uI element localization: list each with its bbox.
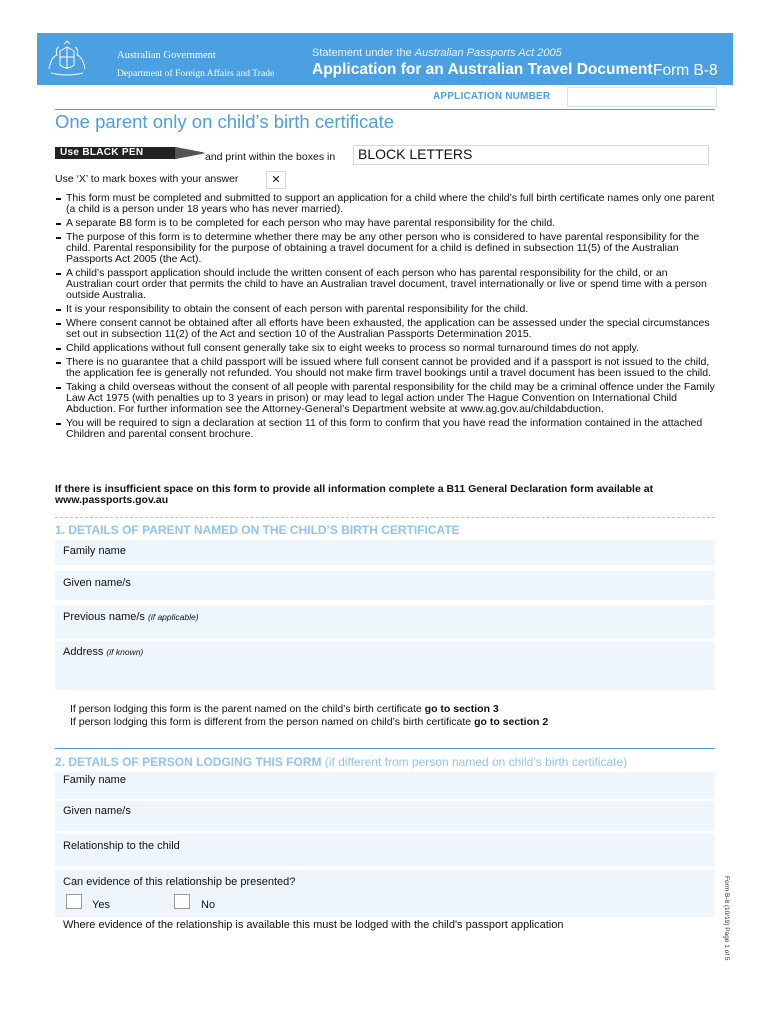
evidence-note: Where evidence of the relationship is available this must be lodged with the child's passport application [63, 919, 564, 931]
family-name-field[interactable] [55, 540, 715, 565]
page-footer: Form B-8 (10/19) Page 1 of 5 [723, 876, 730, 961]
insufficient-space-note: If there is insufficient space on this form to provide all information complete a B11 General Declaration form available at www.passports.gov.au [55, 483, 654, 507]
evidence-no-checkbox[interactable] [174, 894, 190, 909]
instruction-item: A child’s passport application should include the written consent of each person who has parental responsibility for the child, or an Australian court order that permits the child to have an Australian travel document, travel internationally or live or spend time with a person outside Australia. [55, 268, 715, 302]
routing-note-text: If person lodging this form is different from the person named on child’s birth certificate [70, 716, 475, 728]
example-x-mark-icon: ✕ [266, 171, 286, 189]
instruction-item: You will be required to sign a declaration at section 11 of this form to confirm that you have read the information contained in the attached Children and parental consent brochure. [55, 418, 715, 440]
relationship-label: Relationship to the child [63, 840, 180, 852]
instruction-item: Taking a child overseas without the consent of all people with parental responsibility for the child may be a criminal offence under the Family Law Act 1975 (with penalties up to 3 years in prison) or may lead to legal action under The Hague Convention on International Child Abduction. For further information see the Attorney-General’s Department website at www.ag.gov.au/childabduction. [55, 382, 715, 416]
instruction-item: It is your responsibility to obtain the consent of each person with parental responsibility for the child. [55, 304, 715, 315]
divider [55, 748, 715, 749]
print-instruction: and print within the boxes in [205, 151, 336, 163]
form-title: Application for an Australian Travel Document [312, 61, 653, 78]
previous-names-text: Previous name/s [63, 611, 145, 623]
pen-label: Use BLACK PEN [60, 147, 144, 158]
instruction-item: Where consent cannot be obtained after all efforts have been exhausted, the application can be assessed under the special circumstances set out in subsection 11(2) of the Act and section 10 of the Australian Passports Determination 2015. [55, 318, 715, 340]
block-letters-label: BLOCK LETTERS [358, 146, 473, 162]
section-2-title [55, 755, 627, 769]
instruction-item: A separate B8 form is to be completed for each person who may have parental responsibility for the child. [55, 218, 715, 229]
instructions-list [55, 193, 715, 443]
lodger-given-names-label: Given name/s [63, 805, 131, 817]
section-2-title-text: 2. DETAILS OF PERSON LODGING THIS FORM [55, 755, 322, 769]
address-text: Address [63, 646, 104, 658]
lodger-family-name-field[interactable] [55, 772, 715, 799]
coat-of-arms-icon [43, 39, 91, 79]
statement-prefix: Statement under the [312, 47, 415, 59]
routing-note-section-2 [70, 716, 548, 728]
evidence-yes-label: Yes [92, 899, 110, 911]
address-label [63, 646, 143, 658]
section-2-title-suffix: (if different from person named on child’s birth certificate) [321, 755, 628, 769]
previous-names-hint: (if applicable) [148, 612, 199, 622]
mark-instruction: Use ‘X’ to mark boxes with your answer [55, 173, 239, 185]
given-names-label: Given name/s [63, 577, 131, 589]
evidence-yes-checkbox[interactable] [66, 894, 82, 909]
go-to-section-2: go to section 2 [474, 716, 549, 728]
previous-names-label [63, 611, 199, 623]
evidence-no-label: No [201, 899, 216, 911]
instruction-item: The purpose of this form is to determine whether there may be any other person who is considered to have parental responsibility for the child. Parental responsibility for the purpose of obtaining a travel document for a child is defined in subsection 11(5) of the Australian Passports Act 2005 (the Act). [55, 232, 715, 266]
address-hint: (if known) [106, 647, 144, 657]
form-code: Form B-8 [653, 62, 718, 79]
instruction-item: There is no guarantee that a child passport will be issued where full consent cannot be provided and if a passport is not issued to the child, the application fee is generally not refunded. You should not make firm travel bookings until a travel document has been issued to the child. [55, 357, 715, 379]
address-field[interactable] [55, 642, 715, 690]
page-title: One parent only on child’s birth certificate [55, 111, 395, 132]
evidence-question: Can evidence of this relationship be presented? [63, 876, 296, 888]
lodger-family-name-label: Family name [63, 774, 126, 786]
statement-act: Australian Passports Act 2005 [414, 47, 562, 59]
statement-line [312, 47, 562, 59]
section-1-title: 1. DETAILS OF PARENT NAMED ON THE CHILD’S BIRTH CERTIFICATE [55, 523, 460, 537]
go-to-section-3: go to section 3 [424, 703, 499, 715]
routing-note-text: If person lodging this form is the parent named on the child’s birth certificate [70, 703, 425, 715]
lodger-given-names-field[interactable] [55, 801, 715, 831]
application-number-label: APPLICATION NUMBER [433, 91, 551, 102]
department-name: Department of Foreign Affairs and Trade [117, 68, 275, 79]
divider [55, 109, 715, 110]
instruction-item: Child applications without full consent generally take six to eight weeks to process so normal turnaround times do not apply. [55, 343, 715, 354]
instruction-item: This form must be completed and submitted to support an application for a child where the child’s full birth certificate names only one parent (a child is a person under 18 years who has never married). [55, 193, 715, 215]
government-name: Australian Government [117, 50, 216, 61]
application-number-field[interactable] [567, 87, 717, 107]
routing-note-section-3 [70, 703, 499, 715]
family-name-label: Family name [63, 545, 126, 557]
header-banner [37, 33, 733, 85]
given-names-field[interactable] [55, 571, 715, 600]
divider [55, 517, 715, 518]
